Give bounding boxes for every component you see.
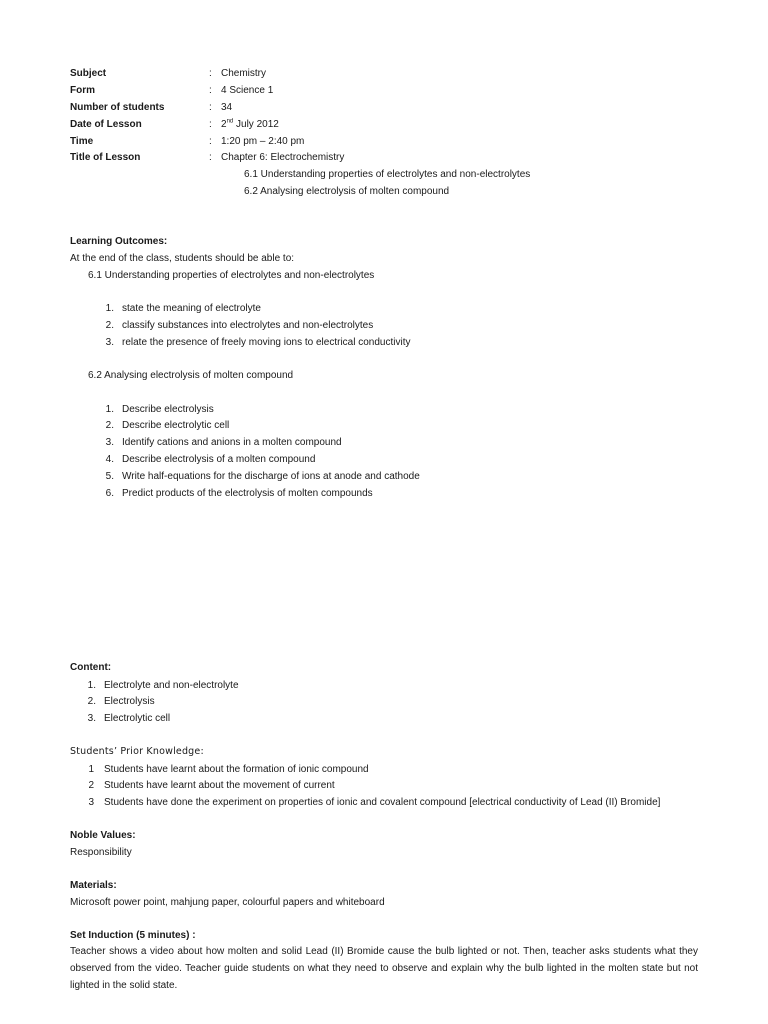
- list-item-number: 3: [88, 797, 94, 808]
- list-item-number: 1: [88, 764, 94, 775]
- title-label: Title of Lesson: [70, 152, 141, 163]
- date-suffix: nd: [226, 118, 234, 125]
- list-item: Electrolysis: [104, 696, 155, 707]
- list-item: Predict products of the electrolysis of molten compounds: [122, 488, 373, 499]
- learning-outcomes-intro: At the end of the class, students should be able to:: [70, 253, 295, 264]
- learning-outcomes-heading: Learning Outcomes:: [70, 236, 168, 247]
- list-item: relate the presence of freely moving ions to electrical conductivity: [122, 337, 411, 348]
- subject-value: Chemistry: [221, 68, 267, 79]
- list-item-number: 6.: [105, 488, 114, 499]
- prior-knowledge-heading: Students’ Prior Knowledge:: [70, 746, 204, 757]
- time-colon: :: [209, 136, 212, 147]
- list-item: Students have done the experiment on properties of ionic and covalent compound [electrical conductivity of Lead (II) Bromide]: [104, 797, 661, 808]
- time-label: Time: [70, 136, 94, 147]
- date-month-year: July 2012: [233, 119, 279, 130]
- list-item: Identify cations and anions in a molten compound: [122, 437, 342, 448]
- materials-heading: Materials:: [70, 880, 117, 891]
- outcome-section-6-1-title: 6.1 Understanding properties of electrolytes and non-electrolytes: [88, 270, 375, 281]
- list-item-number: 2.: [87, 696, 96, 707]
- students-colon: :: [209, 102, 212, 113]
- form-value: 4 Science 1: [221, 85, 274, 96]
- list-item: state the meaning of electrolyte: [122, 303, 261, 314]
- materials-text: Microsoft power point, mahjung paper, colourful papers and whiteboard: [70, 897, 385, 908]
- list-item: Students have learnt about the formation of ionic compound: [104, 764, 369, 775]
- students-label: Number of students: [70, 102, 165, 113]
- content-heading: Content:: [70, 662, 112, 673]
- subject-label: Subject: [70, 68, 107, 79]
- list-item: Write half-equations for the discharge of ions at anode and cathode: [122, 471, 420, 482]
- title-colon: :: [209, 152, 212, 163]
- list-item-number: 2: [88, 780, 94, 791]
- subtopic-6-2: 6.2 Analysing electrolysis of molten compound: [244, 186, 450, 197]
- list-item-number: 3.: [105, 337, 114, 348]
- list-item-number: 4.: [105, 454, 114, 465]
- time-value: 1:20 pm – 2:40 pm: [221, 136, 305, 147]
- students-value: 34: [221, 102, 233, 113]
- set-induction-heading: Set Induction (5 minutes) :: [70, 930, 196, 941]
- list-item-number: 2.: [105, 420, 114, 431]
- subject-colon: :: [209, 68, 212, 79]
- list-item-number: 3.: [87, 713, 96, 724]
- form-colon: :: [209, 85, 212, 96]
- subtopic-6-1: 6.1 Understanding properties of electrolytes and non-electrolytes: [244, 169, 531, 180]
- noble-values-heading: Noble Values:: [70, 830, 136, 841]
- list-item: Electrolytic cell: [104, 713, 171, 724]
- list-item-number: 1.: [105, 404, 114, 415]
- list-item-number: 1.: [105, 303, 114, 314]
- list-item-number: 3.: [105, 437, 114, 448]
- noble-values-text: Responsibility: [70, 847, 132, 858]
- list-item: Describe electrolysis: [122, 404, 214, 415]
- list-item: classify substances into electrolytes and non-electrolytes: [122, 320, 374, 331]
- list-item-number: 1.: [87, 680, 96, 691]
- title-value: Chapter 6: Electrochemistry: [221, 152, 345, 163]
- list-item: Students have learnt about the movement of current: [104, 780, 335, 791]
- date-colon: :: [209, 119, 212, 130]
- date-label: Date of Lesson: [70, 119, 142, 130]
- list-item-number: 2.: [105, 320, 114, 331]
- outcome-section-6-2-title: 6.2 Analysing electrolysis of molten compound: [88, 370, 294, 381]
- date-day: 2: [221, 119, 227, 130]
- list-item: Describe electrolysis of a molten compound: [122, 454, 316, 465]
- set-induction-text: Teacher shows a video about how molten and solid Lead (II) Bromide cause the bulb lighted or not. Then, teacher asks students what they observed from the video. Teacher guide students on what they need to observe and explain why the bulb lighted in the molten state but not lighted in the solid state.: [70, 946, 698, 991]
- form-label: Form: [70, 85, 95, 96]
- date-value: [221, 119, 279, 131]
- list-item-number: 5.: [105, 471, 114, 482]
- list-item: Describe electrolytic cell: [122, 420, 230, 431]
- list-item: Electrolyte and non-electrolyte: [104, 680, 239, 691]
